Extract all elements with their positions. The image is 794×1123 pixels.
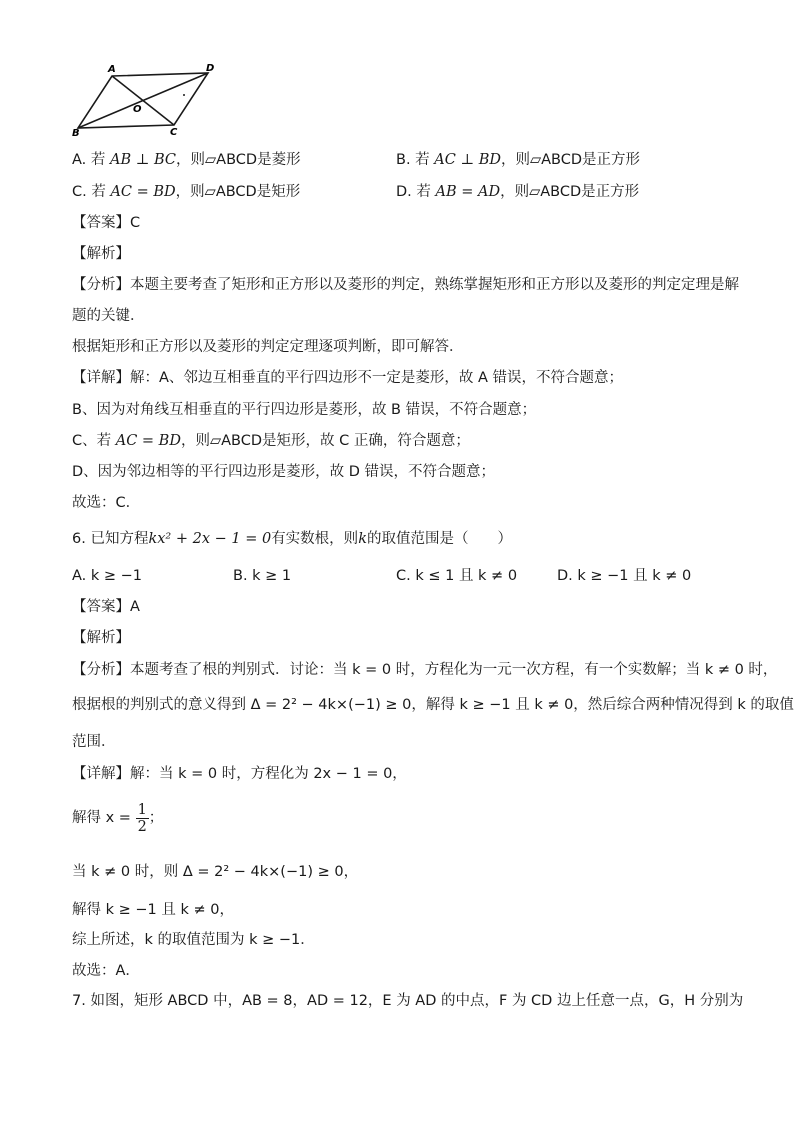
vertex-label-a: A — [108, 64, 116, 75]
q5-detail-line2: B、因为对角线互相垂直的平行四边形是菱形，故 B 错误，不符合题意； — [72, 402, 537, 418]
q7-stem-line1: 7. 如图，矩形 ABCD 中，AB = 8，AD = 12，E 为 AD 的中点，F 为 CD 边上任意一点，G，H 分别为 — [72, 993, 744, 1009]
q6-fenxi-line2: 根据根的判别式的意义得到 Δ = 2² − 4k×(−1) ≥ 0，解得 k ≥ −1 且 k ≠ 0，然后综合两种情况得到 k 的取值 — [72, 697, 794, 713]
q6-fenxi-line1: 【分析】本题考查了根的判别式．讨论：当 k = 0 时，方程化为一元一次方程，有一个实数解；当 k ≠ 0 时， — [72, 662, 778, 678]
q5-analysis-heading: 【解析】 — [72, 246, 130, 262]
q5-detail-line1: 【详解】解：A、邻边互相垂直的平行四边形不一定是菱形，故 A 错误，不符合题意； — [72, 370, 624, 386]
center-label-o: O — [133, 104, 142, 115]
q5-option-c: C. 若 AC = BD，则▱ABCD是矩形 — [72, 184, 301, 200]
vertex-label-b: B — [72, 128, 80, 139]
q5-option-b: B. 若 AC ⊥ BD，则▱ABCD是正方形 — [396, 152, 641, 168]
q5-answer: 【答案】C — [72, 215, 141, 231]
q6-stem: 6. 已知方程kx² + 2x − 1 = 0有实数根，则k的取值范围是（ ） — [72, 531, 512, 547]
q6-detail-line2: 解得 x = $\frac{1}{2}$ ； — [72, 801, 164, 835]
q5-option-a: A. 若 AB ⊥ BC，则▱ABCD是菱形 — [72, 152, 301, 168]
q6-analysis-heading: 【解析】 — [72, 630, 130, 646]
q6-detail-line5: 综上所述，k 的取值范围为 k ≥ −1． — [72, 932, 315, 948]
q6-answer: 【答案】A — [72, 599, 140, 615]
q5-option-d: D. 若 AB = AD，则▱ABCD是正方形 — [396, 184, 640, 200]
q5-fenxi-line1: 【分析】本题主要考查了矩形和正方形以及菱形的判定，熟练掌握矩形和正方形以及菱形的判定定理是解 — [72, 277, 739, 293]
fraction-one-half: $\frac{1}{2}$ — [137, 801, 147, 835]
q6-detail-line6: 故选：A． — [72, 963, 140, 979]
q5-detail-line5: 故选：C． — [72, 495, 141, 511]
q5-fenxi-line3: 根据矩形和正方形以及菱形的判定定理逐项判断，即可解答． — [72, 339, 464, 355]
q6-option-d: D. k ≥ −1 且 k ≠ 0 — [557, 568, 692, 584]
parallelogram-figure — [66, 62, 226, 142]
vertex-label-c: C — [170, 127, 178, 138]
q6-detail-line4: 解得 k ≥ −1 且 k ≠ 0， — [72, 902, 234, 918]
q6-option-b: B. k ≥ 1 — [233, 568, 292, 584]
q5-detail-line3: C、若 AC = BD，则▱ABCD是矩形，故 C 正确，符合题意； — [72, 433, 470, 449]
q5-fenxi-line2: 题的关键． — [72, 308, 145, 324]
vertex-label-d: D — [206, 63, 215, 74]
q6-detail-line3: 当 k ≠ 0 时，则 Δ = 2² − 4k×(−1) ≥ 0， — [72, 864, 359, 880]
q6-option-c: C. k ≤ 1 且 k ≠ 0 — [396, 568, 518, 584]
q6-fenxi-line3: 范围． — [72, 734, 116, 750]
q6-option-a: A. k ≥ −1 — [72, 568, 143, 584]
q6-detail-line1: 【详解】解：当 k = 0 时，方程化为 2x − 1 = 0， — [72, 766, 407, 782]
q5-detail-line4: D、因为邻边相等的平行四边形是菱形，故 D 错误，不符合题意； — [72, 464, 496, 480]
